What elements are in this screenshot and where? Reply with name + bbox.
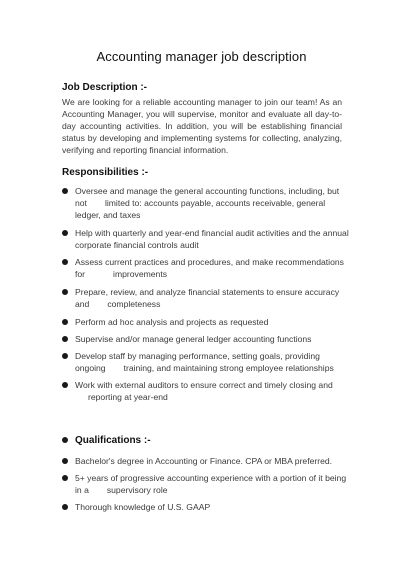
job-description-heading: Job Description :-: [62, 82, 148, 93]
responsibilities-list: [62, 227, 352, 251]
bullet-icon: [62, 289, 68, 295]
list-item: [62, 472, 347, 496]
item-text: training, and maintaining strong employee relationships: [123, 363, 334, 373]
qualifications-heading: Qualifications :-: [62, 435, 151, 446]
bullet-icon: [62, 382, 68, 388]
bullet-icon: [62, 437, 68, 443]
item-text: Supervise and/or manage general ledger accounting functions: [75, 334, 312, 344]
responsibilities-list: [62, 256, 352, 280]
item-text: completeness: [107, 299, 161, 309]
qualifications-list: [62, 455, 352, 467]
job-description-text: We are looking for a reliable accounting manager to join our team! As an Accounting Manager, you will supervise, monitor and evaluate all day-to-day accounting activities. In addition, you will be establishing financial status by developing and implementing systems for collecting, analyzing, verifying and reporting financial information.: [62, 97, 342, 156]
item-text: Perform ad hoc analysis and projects as requested: [75, 317, 269, 327]
responsibilities-list: [62, 379, 352, 403]
responsibilities-list: [62, 333, 352, 345]
item-text: Oversee and manage the general accounting functions, including, but: [75, 186, 340, 196]
list-item: [62, 316, 352, 328]
list-item: [62, 286, 352, 310]
list-item: [62, 333, 352, 345]
responsibilities-list: [62, 350, 352, 374]
item-text: limited to: accounts payable, accounts receivable, general ledger, and taxes: [75, 198, 326, 220]
item-text: not: [75, 198, 87, 208]
list-item: [62, 501, 352, 513]
responsibilities-list: [62, 185, 352, 221]
list-item: [62, 185, 352, 221]
item-text: ongoing: [75, 363, 106, 373]
item-text: improvements: [113, 269, 167, 279]
bullet-icon: [62, 230, 68, 236]
bullet-icon: [62, 353, 68, 359]
item-text: reporting at year-end: [88, 392, 168, 402]
page-title: Accounting manager job description: [96, 49, 307, 64]
item-text: Work with external auditors to ensure correct and timely closing and: [75, 380, 333, 390]
responsibilities-heading: Responsibilities :-: [62, 167, 149, 178]
responsibilities-list: [62, 316, 352, 328]
item-text: Assess current practices and procedures, and make recommendations for: [75, 257, 344, 279]
item-text: Thorough knowledge of U.S. GAAP: [75, 502, 211, 512]
responsibilities-list: [62, 286, 352, 310]
qualifications-list: [62, 501, 352, 513]
item-text: Help with quarterly and year-end financial audit activities and the annual corporate financial controls audit: [75, 228, 349, 250]
list-item: [62, 227, 352, 251]
list-item: [62, 379, 352, 403]
item-text: Bachelor's degree in Accounting or Finance. CPA or MBA preferred.: [75, 456, 333, 466]
bullet-icon: [62, 319, 68, 325]
list-item: [62, 256, 352, 280]
item-text: supervisory role: [106, 485, 168, 495]
item-text: Develop staff by managing performance, setting goals, providing: [75, 351, 320, 361]
bullet-icon: [62, 504, 68, 510]
item-text: Prepare, review, and analyze financial statements to ensure accuracy: [75, 287, 340, 297]
item-text: 5+ years of progressive accounting experience with a portion of it being in a: [75, 473, 347, 495]
bullet-icon: [62, 336, 68, 342]
qualifications-list: [62, 472, 347, 496]
bullet-icon: [62, 259, 68, 265]
bullet-icon: [62, 475, 68, 481]
list-item: [62, 350, 352, 374]
list-item: [62, 455, 352, 467]
bullet-icon: [62, 458, 68, 464]
item-text: and: [75, 299, 90, 309]
bullet-icon: [62, 188, 68, 194]
